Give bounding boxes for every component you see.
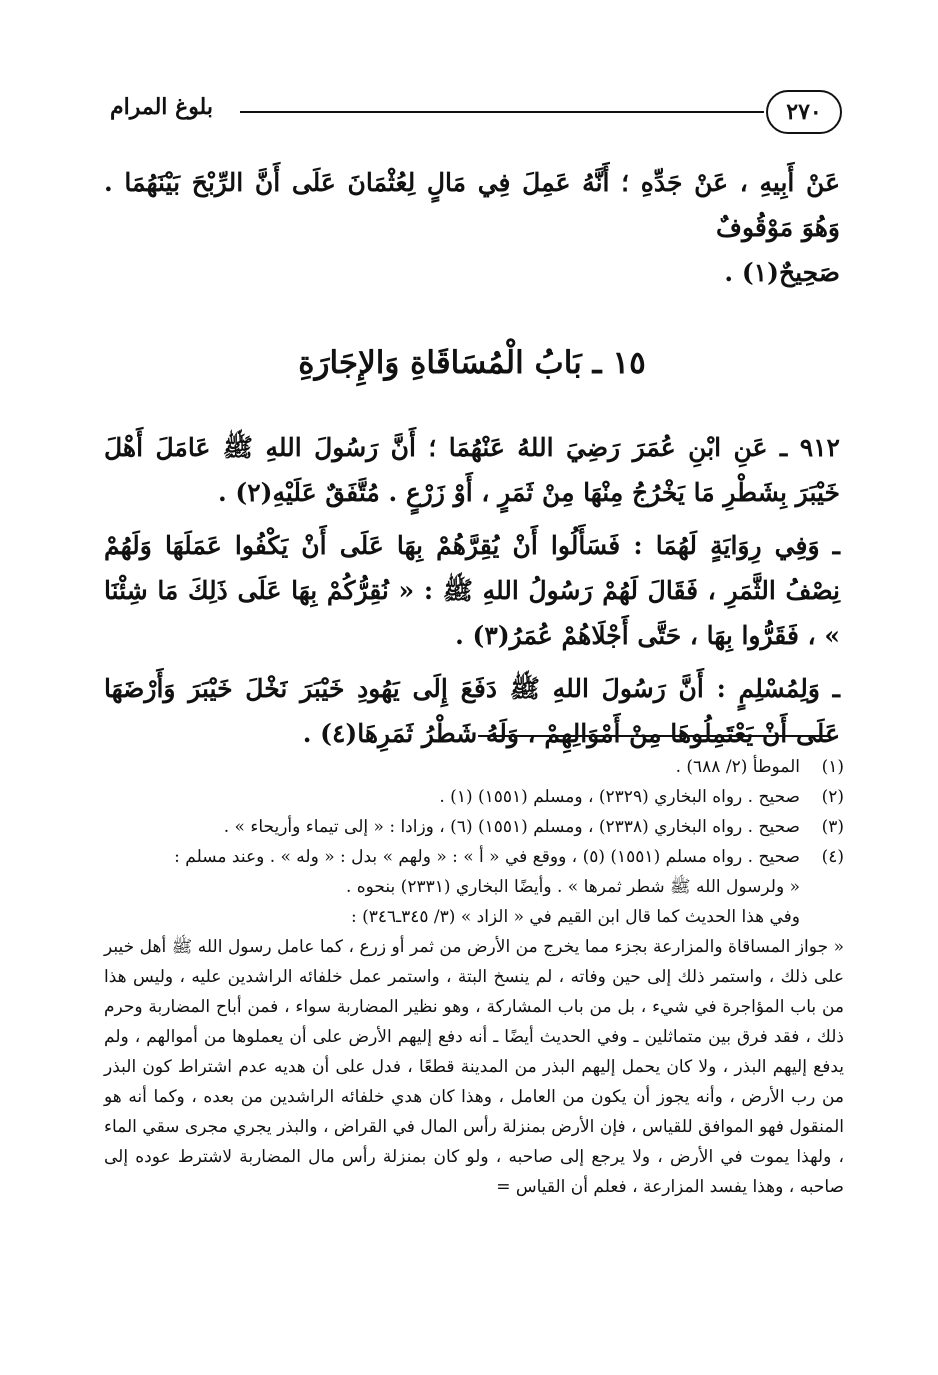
hadith-912 (104, 425, 840, 515)
footnote-text: الموطأ (٢/ ٦٨٨) . (675, 757, 800, 777)
narration-3: ـ وَلِمُسْلِمٍ : أَنَّ رَسُولَ اللهِ ﷺ دَفَعَ إِلَى يَهُودِ خَيْبَرَ نَخْلَ خَيْبَرَ وَأَرْضَهَا عَلَى أَنْ يَعْتَمِلُوهَا مِنْ أَمْوَالِهِمْ ، وَلَهُ شَطْرُ ثَمَرِهَا(٤) . (104, 674, 840, 748)
footnotes (104, 752, 844, 1202)
footnote (104, 842, 844, 872)
page-number: ٢٧٠ (766, 90, 842, 134)
footnote-number: (٤) (821, 847, 844, 867)
intro-line-2: صَحِيحٌ(١) . (724, 258, 840, 287)
narration-2: ـ وَفِي رِوَايَةٍ لَهُمَا : فَسَأَلُوا أَنْ يُقِرَّهُمْ بِهَا عَلَى أَنْ يَكْفُوا عَمَلَهَا وَلَهُمْ نِصْفُ الثَّمَرِ ، فَقَالَ لَهُمْ رَسُولُ اللهِ ﷺ : « نُقِرُّكُمْ بِهَا عَلَى ذَلِكَ مَا شِئْنَا » ، فَقَرُّوا بِهَا ، حَتَّى أَجْلَاهُمْ عُمَرُ(٣) . (104, 531, 840, 650)
main-text (104, 160, 840, 756)
chapter-title: ١٥ ـ بَابُ الْمُسَاقَاةِ وَالإِجَارَةِ (298, 345, 646, 381)
page-header (110, 86, 842, 138)
footnote (104, 752, 844, 782)
ibn-qayyim-quote: « جواز المساقاة والمزارعة بجزء مما يخرج من الأرض من ثمر أو زرع ، كما عامل رسول الله ﷺ أهل خيبر على ذلك ، واستمر ذلك إلى حين وفاته ، لم ينسخ البتة ، واستمر عمل خلفائه الراشدين عليه ، وليس هذا من باب المؤاجرة في شيء ، بل من باب المشاركة ، وهو نظير المضاربة سواء ، فمن أباح المضاربة وحرم ذلك ، فقد فرق بين متماثلين ـ وفي الحديث أيضًا ـ أنه دفع إليهم الأرض على أن يعملوها من أموالهم ، ولم يدفع إليهم البذر ، ولا كان يحمل إليهم البذر من المدينة قطعًا ، فدل على أن هديه عدم اشتراط كون البذر من رب الأرض ، وأنه يجوز أن يكون من العامل ، وهذا كان هدي خلفائه الراشدين من بعده ، وكما أنه هو المنقول فهو الموافق للقياس ، فإن الأرض بمنزلة رأس المال في القراض ، والبذر يجري مجرى سقي الماء ، ولهذا يموت في الأرض ، ولا يرجع إلى صاحبه ، ولو كان بمنزلة رأس مال المضاربة لاشترط عوده إلى صاحبه ، وهذا يفسد المزارعة ، فعلم أن القياس = (104, 937, 844, 1197)
hadith-number: ٩١٢ (799, 433, 840, 462)
footnote-number: (٣) (821, 817, 844, 837)
footnote-rule (478, 735, 830, 737)
footnote-continuation: وفي هذا الحديث كما قال ابن القيم في « الزاد » (٣/ ٣٤٥ـ٣٤٦) : (350, 907, 800, 927)
footnote (104, 782, 844, 812)
hadith-text: ـ عَنِ ابْنِ عُمَرَ رَضِيَ اللهُ عَنْهُمَا ؛ أَنَّ رَسُولَ اللهِ ﷺ عَامَلَ أَهْلَ خَيْبَرَ بِشَطْرِ مَا يَخْرُجُ مِنْهَا مِنْ ثَمَرٍ ، أَوْ زَرْعٍ . مُتَّفَقٌ عَلَيْهِ(٢) . (104, 433, 840, 507)
footnote-continuation: « ولرسول الله ﷺ شطر ثمرها » . وأيضًا البخاري (٢٣٣١) بنحوه . (345, 877, 800, 897)
footnote (104, 812, 844, 842)
footnote-number: (٢) (821, 787, 844, 807)
footnote-text: صحيح . رواه البخاري (٢٣٣٨) ، ومسلم (١٥٥١) (٦) ، وزادا : « إلى تيماء وأريحاء » . (223, 817, 800, 837)
intro-line-1: عَنْ أَبِيهِ ، عَنْ جَدِّهِ ؛ أَنَّهُ عَمِلَ فِي مَالٍ لِعُثْمَانَ عَلَى أَنَّ الرِّبْحَ بَيْنَهُمَا . وَهُوَ مَوْقُوفٌ (104, 168, 840, 242)
footnote-number: (١) (821, 757, 844, 777)
footnote-text: صحيح . رواه مسلم (١٥٥١) (٥) ، ووقع في « أ » : « ولهم » بدل : « وله » . وعند مسلم : (174, 847, 800, 867)
footnote-text: صحيح . رواه البخاري (٢٣٢٩) ، ومسلم (١٥٥١) (١) . (439, 787, 800, 807)
header-rule (240, 111, 764, 113)
book-title: بلوغ المرام (110, 94, 213, 120)
